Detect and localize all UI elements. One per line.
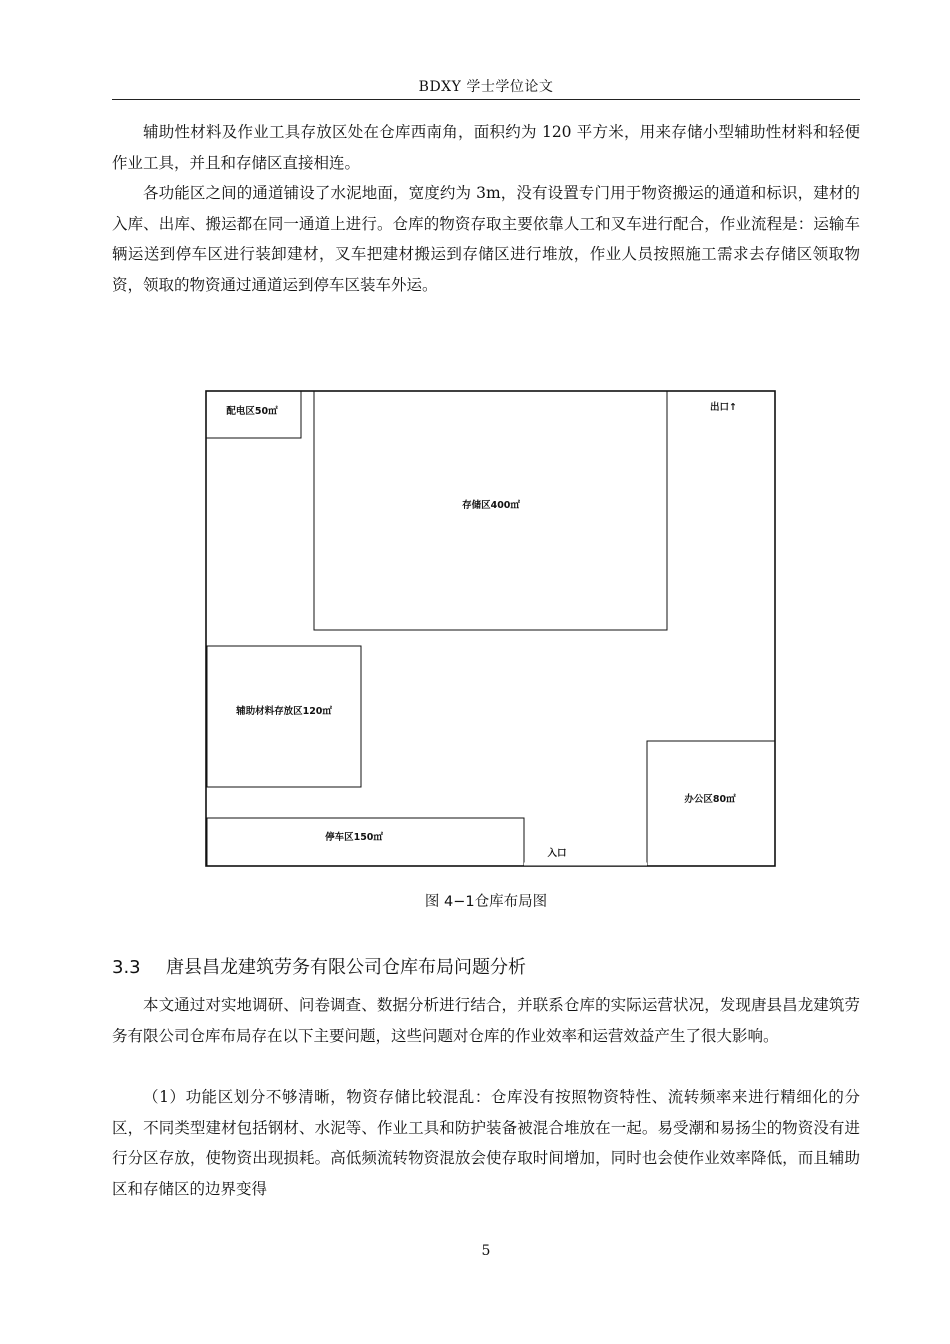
warehouse-layout-figure [205, 390, 776, 867]
parking-zone-label: 停车区150㎡ [325, 832, 383, 843]
section-title: 唐县昌龙建筑劳务有限公司仓库布局问题分析 [166, 957, 526, 978]
power-zone-label: 配电区50㎡ [226, 406, 278, 417]
warehouse-layout-diagram [205, 390, 776, 867]
paragraph-problem-1: （1）功能区划分不够清晰，物资存储比较混乱：仓库没有按照物资特性、流转频率来进行精细化的分区，不同类型建材包括钢材、水泥等、作业工具和防护装备被混合堆放在一起。易受潮和易扬尘的物资没有进行分区存放，使物资出现损耗。高低频流转物资混放会使存取时间增加，同时也会使作业效率降低，而且辅助区和存储区的边界变得 [112, 1088, 860, 1198]
running-header: BDXY 学士学位论文 [418, 79, 554, 95]
section-heading [112, 953, 860, 979]
auxiliary-zone-label: 辅助材料存放区120㎡ [236, 706, 332, 717]
section-number: 3.3 [112, 957, 141, 978]
storage-zone-label: 存储区400㎡ [462, 500, 520, 511]
paragraph-auxiliary-area: 辅助性材料及作业工具存放区处在仓库西南角，面积约为 120 平方米，用来存储小型辅助性材料和轻便作业工具，并且和存储区直接相连。 [112, 123, 860, 172]
header-rule [112, 99, 860, 100]
paragraph-problem-intro: 本文通过对实地调研、问卷调查、数据分析进行结合，并联系仓库的实际运营状况，发现唐县昌龙建筑劳务有限公司仓库布局存在以下主要问题，这些问题对仓库的作业效率和运营效益产生了很大影响。 [112, 996, 860, 1045]
exit-label: 出口↑ [710, 402, 737, 413]
page-number: 5 [481, 1243, 491, 1259]
office-zone-label: 办公区80㎡ [684, 794, 736, 805]
entrance-label: 入口 [547, 848, 567, 859]
paragraph-passages: 各功能区之间的通道铺设了水泥地面，宽度约为 3m，没有设置专门用于物资搬运的通道和标识，建材的入库、出库、搬运都在同一通道上进行。仓库的物资存取主要依靠人工和叉车进行配合，作业流程是：运输车辆运送到停车区进行装卸建材，叉车把建材搬运到存储区进行堆放，作业人员按照施工需求去存储区领取物资，领取的物资通过通道运到停车区装车外运。 [112, 184, 860, 294]
figure-caption: 图 4−1仓库布局图 [424, 894, 548, 910]
